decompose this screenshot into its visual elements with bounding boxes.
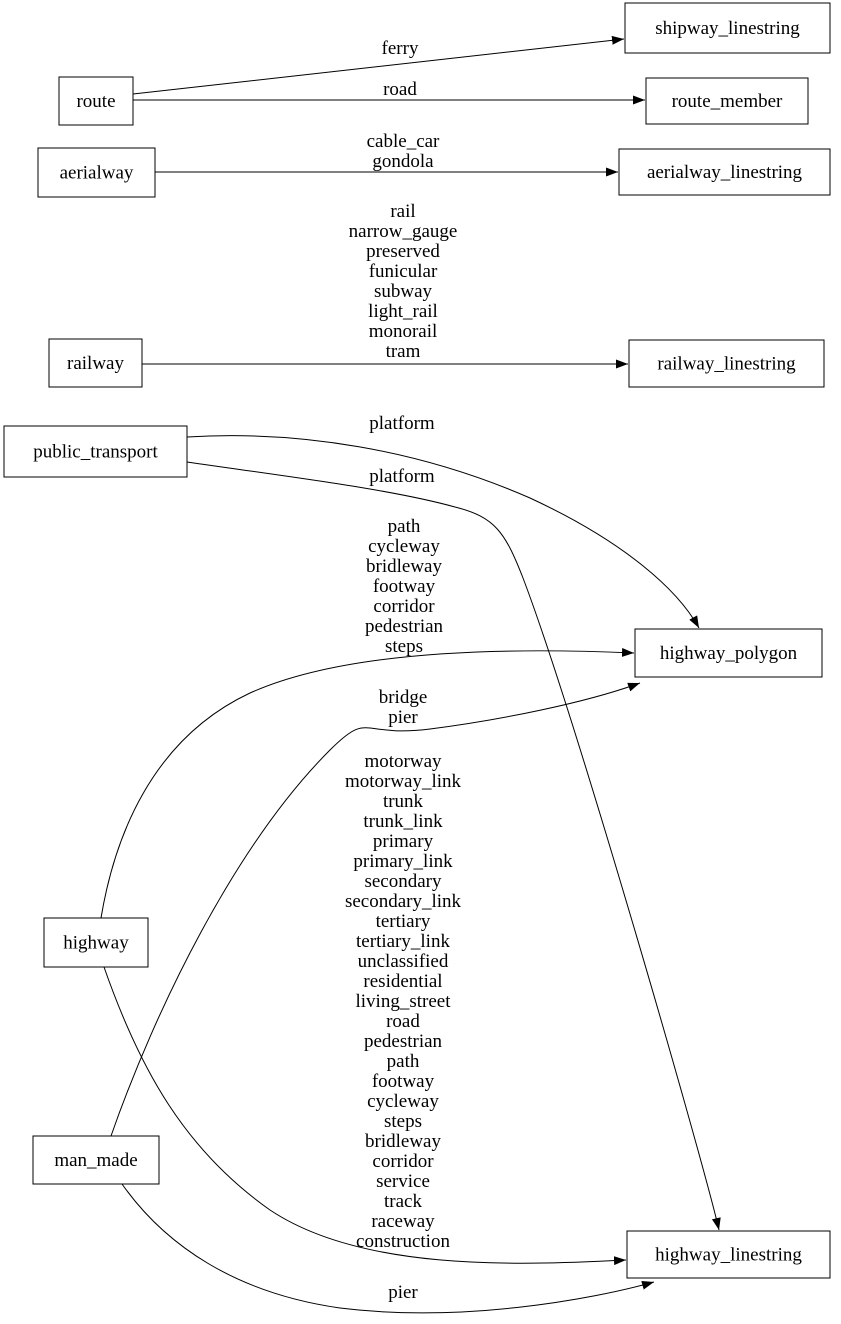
edge-label-highway-to-highway_linestring-line-0: motorway bbox=[364, 751, 442, 772]
edge-public_transport-to-highway_polygon bbox=[187, 436, 699, 628]
node-label-route: route bbox=[76, 91, 116, 112]
node-route_member bbox=[646, 78, 808, 124]
edge-label-highway-to-highway_linestring-line-8: tertiary bbox=[375, 911, 431, 932]
edge-route-to-shipway_linestring bbox=[133, 39, 624, 94]
edge-label-highway-to-highway_linestring-line-20: corridor bbox=[372, 1151, 434, 1172]
node-label-shipway_linestring: shipway_linestring bbox=[655, 18, 800, 39]
edge-label-highway-to-highway_linestring-line-9: tertiary_link bbox=[356, 931, 450, 952]
edge-label-highway-to-highway_linestring-line-4: primary bbox=[372, 831, 434, 852]
edge-label-railway-to-railway_linestring-line-5: light_rail bbox=[368, 301, 438, 322]
edge-label-highway-to-highway_linestring-line-2: trunk bbox=[382, 791, 424, 812]
edge-label-man_made-to-highway_linestring-line-0: pier bbox=[388, 1282, 418, 1303]
edge-label-aerialway-to-aerialway_linestring-line-0: cable_car bbox=[366, 131, 440, 152]
node-label-aerialway_linestring: aerialway_linestring bbox=[646, 162, 803, 183]
edge-label-highway-to-highway_linestring-line-23: raceway bbox=[371, 1211, 435, 1232]
node-shipway_linestring bbox=[625, 3, 830, 53]
edge-label-highway-to-highway_linestring-line-18: steps bbox=[384, 1111, 422, 1132]
node-highway_linestring bbox=[627, 1231, 830, 1278]
edge-label-highway-to-highway_polygon-line-6: steps bbox=[385, 636, 423, 657]
edge-label-railway-to-railway_linestring-line-4: subway bbox=[373, 281, 433, 302]
node-label-aerialway: aerialway bbox=[59, 162, 134, 184]
node-label-railway: railway bbox=[67, 353, 124, 374]
edge-label-highway-to-highway_polygon-line-2: bridleway bbox=[366, 556, 442, 577]
edge-label-railway-to-railway_linestring-line-0: rail bbox=[390, 201, 416, 222]
edge-labels-layer bbox=[345, 38, 462, 1303]
edge-label-highway-to-highway_polygon-line-5: pedestrian bbox=[364, 616, 444, 637]
edge-label-highway-to-highway_linestring-line-17: cycleway bbox=[367, 1091, 439, 1112]
edge-public_transport-to-highway_linestring bbox=[187, 462, 719, 1230]
node-label-railway_linestring: railway_linestring bbox=[657, 353, 796, 375]
node-label-highway_polygon: highway_polygon bbox=[659, 643, 798, 664]
node-aerialway bbox=[38, 148, 155, 197]
edge-label-highway-to-highway_linestring-line-7: secondary_link bbox=[344, 891, 462, 912]
node-label-route_member: route_member bbox=[671, 91, 783, 112]
edge-label-highway-to-highway_linestring-line-21: service bbox=[376, 1171, 430, 1192]
node-aerialway_linestring bbox=[619, 149, 830, 195]
edge-label-highway-to-highway_linestring-line-10: unclassified bbox=[357, 951, 449, 972]
edge-label-public_transport-to-highway_linestring-line-0: platform bbox=[369, 466, 435, 487]
edge-label-railway-to-railway_linestring-line-2: preserved bbox=[366, 241, 440, 262]
edge-label-highway-to-highway_polygon-line-1: cycleway bbox=[368, 536, 440, 557]
node-man_made bbox=[33, 1136, 159, 1184]
edge-label-highway-to-highway_linestring-line-15: path bbox=[386, 1051, 420, 1072]
edge-label-railway-to-railway_linestring-line-6: monorail bbox=[368, 321, 438, 342]
edge-label-highway-to-highway_linestring-line-3: trunk_link bbox=[363, 811, 443, 832]
node-route bbox=[59, 77, 133, 125]
edge-label-railway-to-railway_linestring-line-1: narrow_gauge bbox=[348, 221, 458, 242]
node-label-man_made: man_made bbox=[54, 1150, 138, 1171]
edge-label-railway-to-railway_linestring-line-3: funicular bbox=[368, 261, 438, 282]
edge-label-highway-to-highway_linestring-line-5: primary_link bbox=[353, 851, 453, 872]
node-label-highway_linestring: highway_linestring bbox=[655, 1244, 802, 1266]
node-highway_polygon bbox=[635, 629, 822, 677]
edge-label-public_transport-to-highway_polygon-line-0: platform bbox=[369, 413, 435, 434]
node-label-highway: highway bbox=[63, 932, 129, 954]
edge-label-railway-to-railway_linestring-line-7: tram bbox=[385, 341, 421, 362]
edge-label-highway-to-highway_linestring-line-6: secondary bbox=[364, 871, 442, 892]
edge-label-highway-to-highway_linestring-line-12: living_street bbox=[355, 991, 451, 1012]
edge-label-highway-to-highway_linestring-line-24: construction bbox=[356, 1231, 450, 1252]
edge-label-highway-to-highway_linestring-line-1: motorway_link bbox=[344, 771, 462, 792]
edge-label-highway-to-highway_linestring-line-11: residential bbox=[363, 971, 443, 992]
node-label-public_transport: public_transport bbox=[33, 441, 158, 463]
edge-label-aerialway-to-aerialway_linestring-line-1: gondola bbox=[372, 151, 434, 172]
edge-label-highway-to-highway_polygon-line-3: footway bbox=[372, 576, 436, 597]
edge-label-highway-to-highway_linestring-line-16: footway bbox=[371, 1071, 435, 1092]
edge-label-highway-to-highway_linestring-line-19: bridleway bbox=[365, 1131, 441, 1152]
edge-label-highway-to-highway_linestring-line-13: road bbox=[386, 1011, 420, 1032]
edge-label-man_made-to-highway_polygon-line-1: pier bbox=[388, 707, 418, 728]
edge-label-highway-to-highway_polygon-line-0: path bbox=[387, 516, 421, 537]
edge-label-highway-to-highway_polygon-line-4: corridor bbox=[373, 596, 435, 617]
node-highway bbox=[44, 918, 148, 967]
node-railway bbox=[49, 339, 142, 387]
node-public_transport bbox=[4, 426, 187, 477]
edge-label-route-to-route_member-line-0: road bbox=[383, 79, 417, 100]
edge-label-man_made-to-highway_polygon-line-0: bridge bbox=[378, 687, 428, 708]
node-railway_linestring bbox=[629, 340, 824, 387]
edge-label-highway-to-highway_linestring-line-22: track bbox=[384, 1191, 422, 1212]
edge-label-highway-to-highway_linestring-line-14: pedestrian bbox=[363, 1031, 443, 1052]
edge-label-route-to-shipway_linestring-line-0: ferry bbox=[381, 38, 419, 59]
